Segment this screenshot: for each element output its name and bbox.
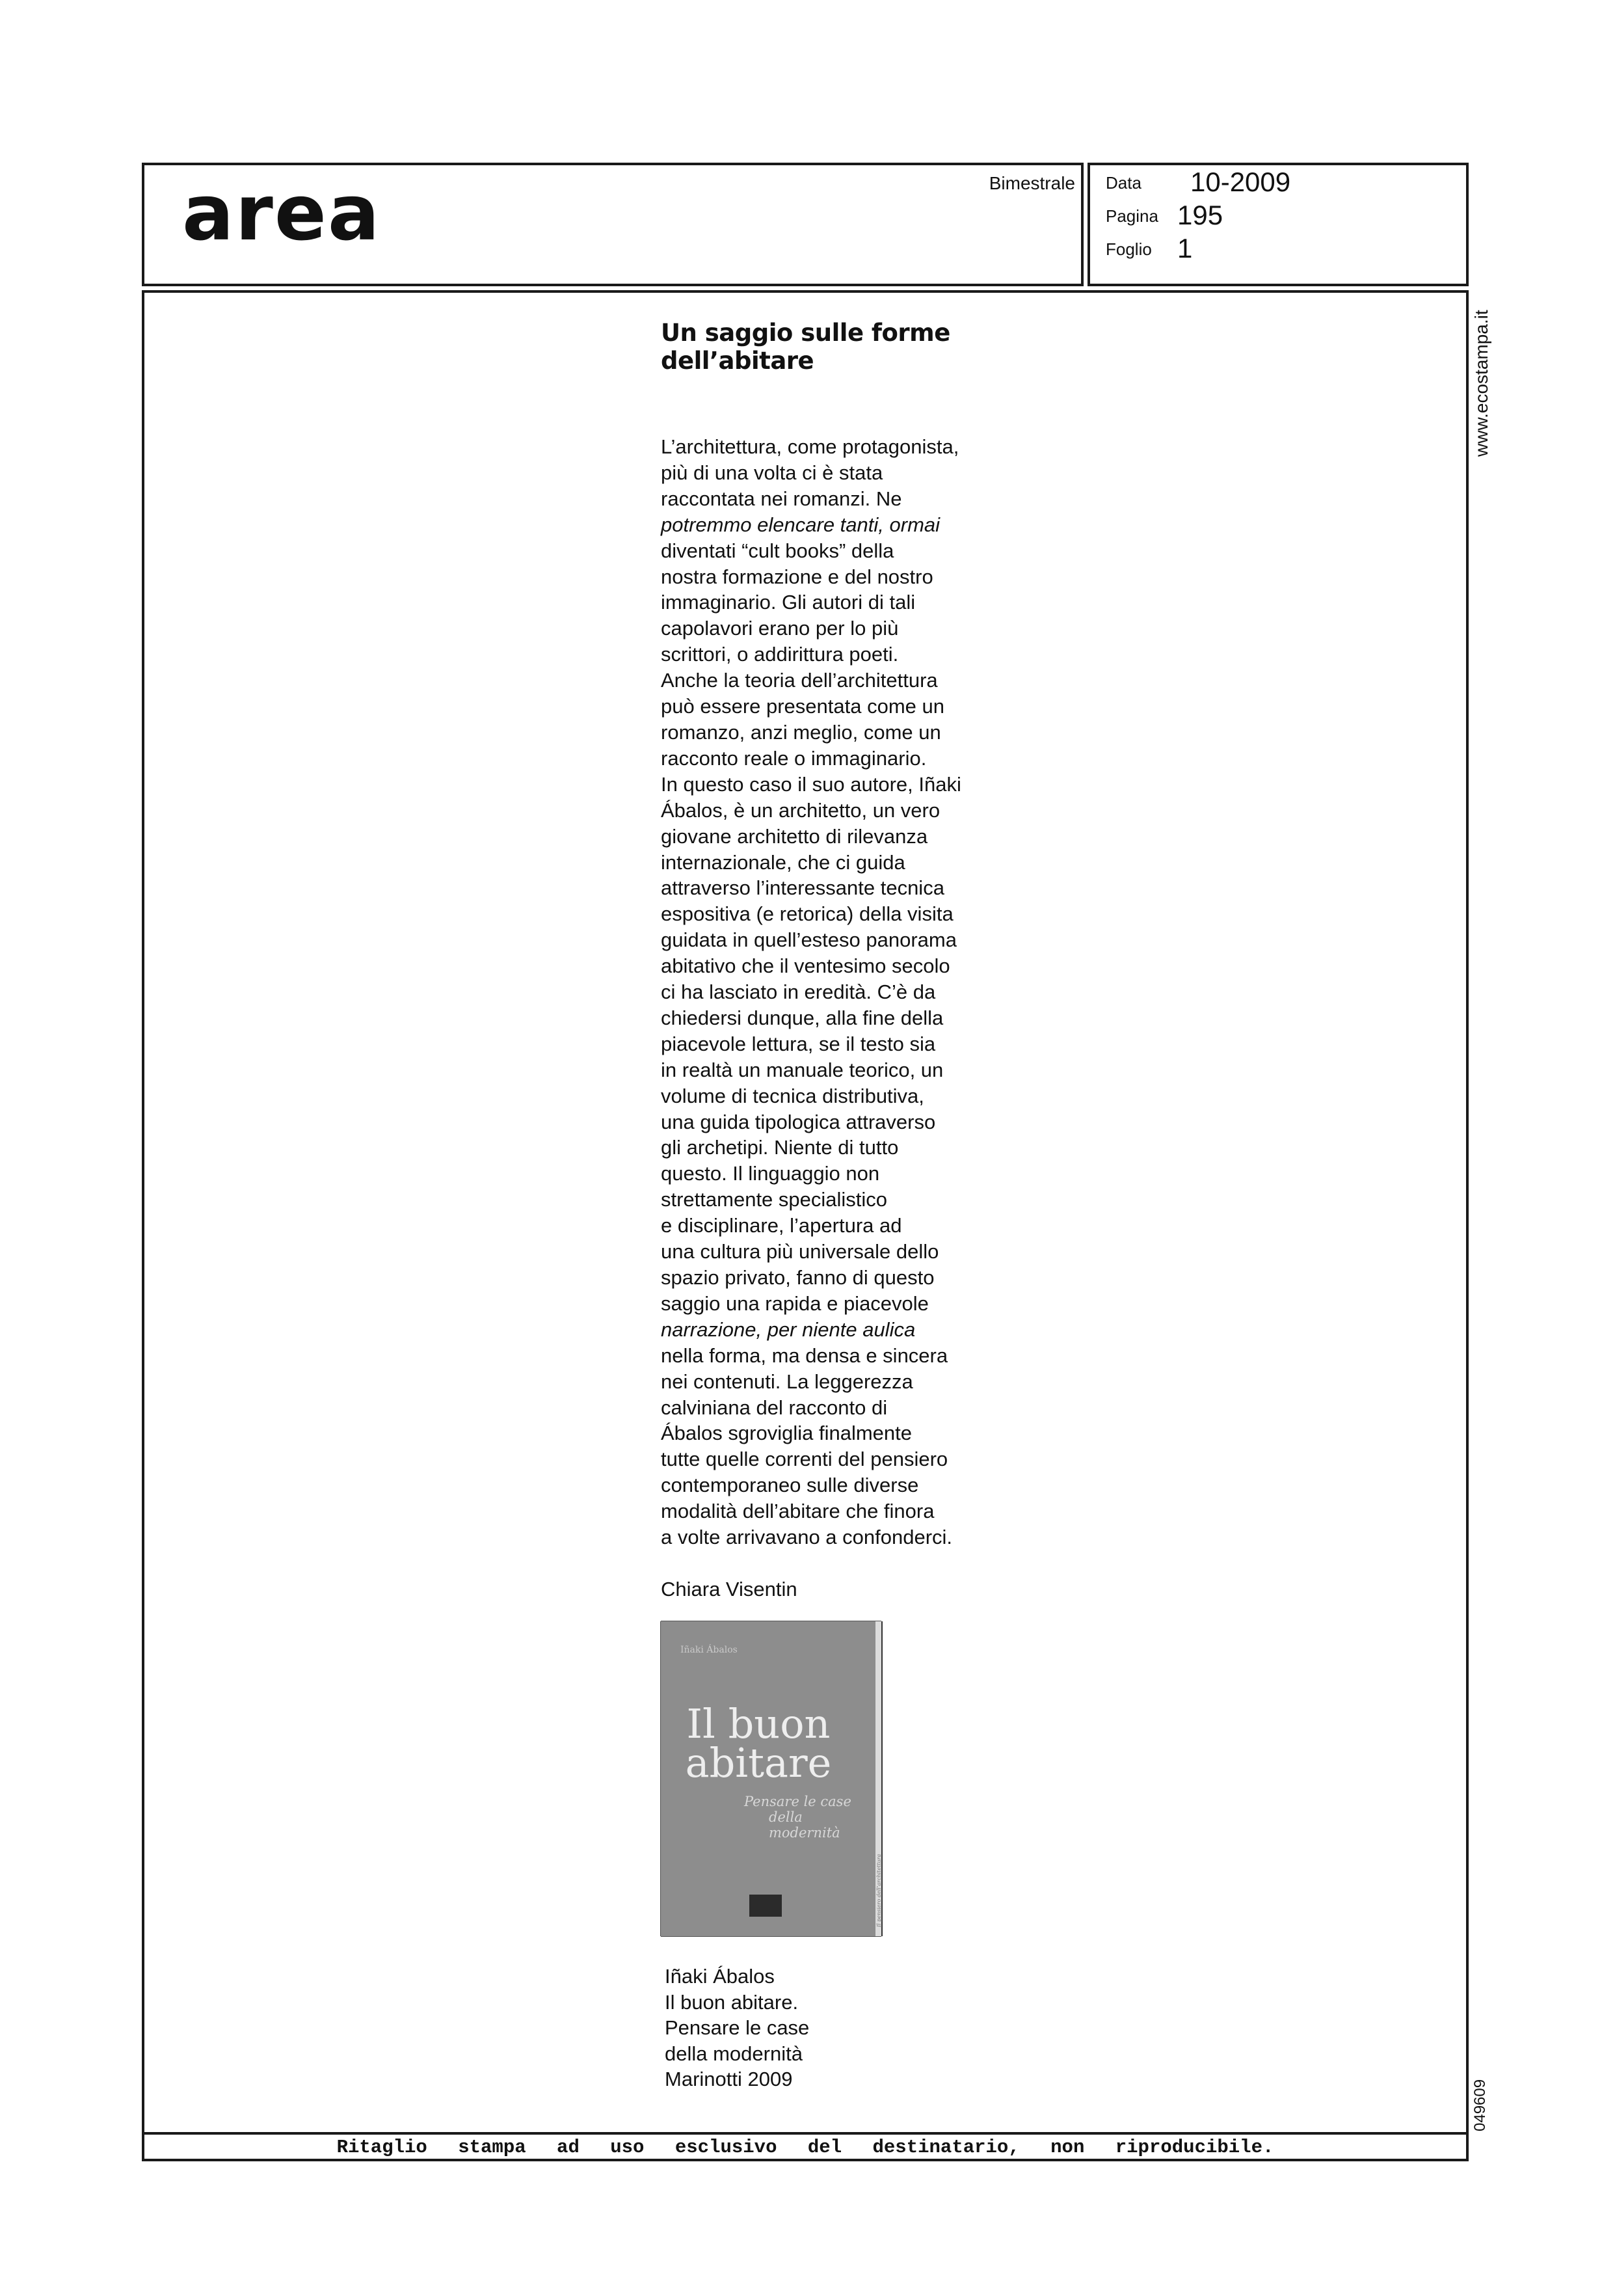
- clip-code-text: 049609: [1471, 2079, 1489, 2131]
- body-line: abitativo che il ventesimo secolo: [661, 954, 950, 978]
- body-line: contemporaneo sulle diverse: [661, 1474, 919, 1497]
- cover-subtitle-line: Pensare le case: [744, 1794, 851, 1809]
- cover-spine-text: Il pensiero dell’architettura: [876, 1854, 882, 1927]
- body-line: racconto reale o immaginario.: [661, 746, 927, 770]
- caption-line: Il buon abitare.: [665, 1990, 799, 2014]
- body-line: nostra formazione e del nostro: [661, 565, 933, 588]
- body-line: raccontata nei romanzi. Ne: [661, 487, 902, 510]
- publisher-logo: [749, 1895, 782, 1917]
- foglio-label: Foglio: [1106, 239, 1152, 259]
- cover-subtitle: [744, 1794, 875, 1841]
- pagina-label: Pagina: [1106, 206, 1158, 226]
- body-line: espositiva (e retorica) della visita: [661, 902, 954, 926]
- body-line: volume di tecnica distributiva,: [661, 1084, 924, 1107]
- article-column: [661, 319, 967, 1602]
- footer-divider: [144, 2132, 1466, 2135]
- pagina-value: 195: [1177, 200, 1223, 230]
- body-line: più di una volta ci è stata: [661, 461, 883, 484]
- body-line: una cultura più universale dello: [661, 1240, 939, 1263]
- cover-spine: [875, 1621, 881, 1936]
- body-line: L’architettura, come protagonista,: [661, 435, 959, 458]
- body-line: saggio una rapida e piacevole: [661, 1291, 929, 1315]
- book-caption: [665, 1964, 809, 2092]
- side-code: [1469, 2075, 1495, 2134]
- book-cover-image: [661, 1621, 881, 1936]
- caption-line: Iñaki Ábalos: [665, 1965, 775, 1988]
- body-line: piacevole lettura, se il testo sia: [661, 1032, 936, 1055]
- body-line: guidata in quell’esteso panorama: [661, 928, 957, 952]
- body-line: nella forma, ma densa e sincera: [661, 1344, 948, 1367]
- data-label: Data: [1106, 173, 1141, 193]
- article-body: [661, 434, 967, 1550]
- headline-line: Un saggio sulle forme: [661, 319, 950, 347]
- caption-line: della modernità: [665, 2042, 803, 2065]
- body-line: immaginario. Gli autori di tali: [661, 591, 916, 614]
- caption-line: Marinotti 2009: [665, 2068, 793, 2091]
- website-text: www.ecostampa.it: [1471, 310, 1491, 457]
- body-line: a volte arrivavano a confonderci.: [661, 1526, 953, 1549]
- data-value: 10-2009: [1190, 167, 1291, 197]
- body-line: e disciplinare, l’apertura ad: [661, 1214, 902, 1237]
- caption-line: Pensare le case: [665, 2016, 810, 2040]
- headline-line: dell’abitare: [661, 347, 814, 375]
- body-line: potremmo elencare tanti, ormai: [661, 513, 941, 536]
- cover-title-line: abitare: [685, 1739, 832, 1787]
- body-line: attraverso l’interessante tecnica: [661, 876, 944, 900]
- body-line: In questo caso il suo autore, Iñaki: [661, 772, 961, 796]
- body-line: chiedersi dunque, alla fine della: [661, 1006, 944, 1029]
- body-line: calviniana del racconto di: [661, 1396, 888, 1419]
- body-line: nei contenuti. La leggerezza: [661, 1370, 913, 1393]
- cover-subtitle-line: della modernità: [769, 1809, 840, 1841]
- body-line: spazio privato, fanno di questo: [661, 1266, 935, 1289]
- body-line: questo. Il linguaggio non: [661, 1162, 880, 1185]
- article-headline: [661, 319, 967, 375]
- body-line: romanzo, anzi meglio, come un: [661, 720, 941, 744]
- body-line: in realtà un manuale teorico, un: [661, 1058, 944, 1081]
- cover-title-line: Il buon: [686, 1700, 831, 1748]
- publication-logo: area: [182, 168, 381, 258]
- foglio-value: 1: [1177, 233, 1193, 263]
- body-line: strettamente specialistico: [661, 1188, 888, 1211]
- cover-title: [661, 1700, 856, 1787]
- side-website: [1469, 306, 1501, 462]
- body-line: internazionale, che ci guida: [661, 850, 905, 874]
- cover-author: Iñaki Ábalos: [680, 1645, 738, 1655]
- body-line: modalità dell’abitare che finora: [661, 1500, 935, 1523]
- body-line: Anche la teoria dell’architettura: [661, 669, 938, 692]
- body-line: narrazione, per niente aulica: [661, 1317, 916, 1341]
- footer-notice: Ritaglio stampa ad uso esclusivo del destinatario, non riproducibile.: [336, 2137, 1274, 2158]
- body-line: Ábalos, è un architetto, un vero: [661, 798, 941, 822]
- body-line: capolavori erano per lo più: [661, 617, 899, 640]
- body-line: giovane architetto di rilevanza: [661, 824, 928, 848]
- body-line: scrittori, o addirittura poeti.: [661, 643, 899, 666]
- article-author: Chiara Visentin: [661, 1577, 797, 1600]
- periodicity-label: Bimestrale: [989, 173, 1075, 193]
- body-line: può essere presentata come un: [661, 695, 944, 718]
- body-line: una guida tipologica attraverso: [661, 1110, 936, 1133]
- body-line: tutte quelle correnti del pensiero: [661, 1448, 948, 1471]
- body-line: Ábalos sgroviglia finalmente: [661, 1422, 912, 1445]
- body-line: diventati “cult books” della: [661, 539, 894, 562]
- body-line: ci ha lasciato in eredità. C’è da: [661, 980, 936, 1004]
- body-line: gli archetipi. Niente di tutto: [661, 1136, 899, 1159]
